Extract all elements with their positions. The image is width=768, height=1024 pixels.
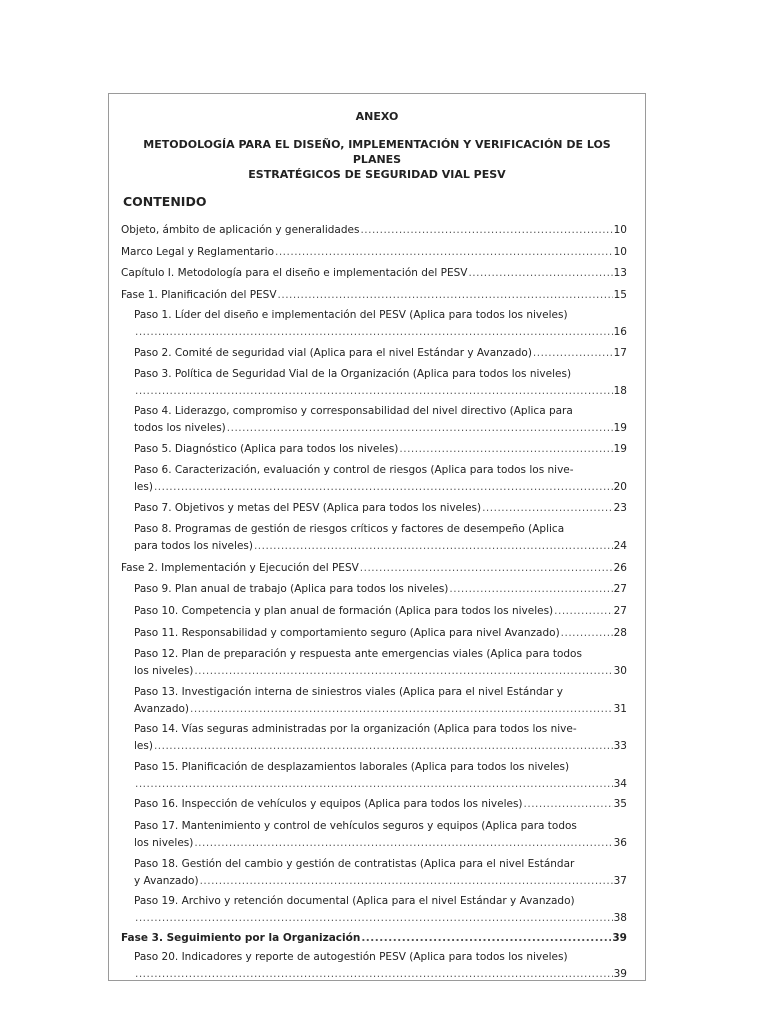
- toc-page-number: 27: [613, 583, 627, 595]
- toc-page-number: 27: [613, 605, 627, 617]
- leader-dots: [135, 966, 613, 981]
- toc-page-number: 26: [613, 562, 627, 574]
- toc-entry-text: Paso 1. Líder del diseño e implementación del PESV (Aplica para todos los niveles): [134, 309, 568, 321]
- toc-entry-text: Fase 2. Implementación y Ejecución del PESV: [121, 562, 359, 574]
- toc-entry-text-line1: Paso 17. Mantenimiento y control de vehículos seguros y equipos (Aplica para todos: [134, 820, 577, 832]
- toc-entry-objeto[interactable]: [121, 222, 627, 239]
- toc-page-number: 18: [613, 385, 627, 397]
- toc-entry-paso-8[interactable]: [134, 521, 627, 555]
- leader-dots: [554, 603, 612, 620]
- toc-page-number: 31: [613, 703, 627, 715]
- toc-entry-text: Paso 3. Política de Seguridad Vial de la Organización (Aplica para todos los niveles): [134, 368, 572, 380]
- toc-entry-paso-16[interactable]: [134, 796, 627, 813]
- toc-entry-paso-6[interactable]: [134, 462, 627, 496]
- leader-dots: [533, 345, 613, 362]
- toc-entry-paso-7[interactable]: [134, 500, 627, 517]
- leader-dots: [468, 265, 612, 282]
- leader-dots: [561, 625, 613, 642]
- leader-dots: [154, 479, 613, 496]
- toc-page-number: 20: [613, 481, 627, 493]
- anexo-heading: ANEXO: [355, 110, 399, 123]
- leader-dots: [135, 910, 613, 927]
- leader-dots: [399, 441, 612, 458]
- toc-entry-paso-10[interactable]: [134, 603, 627, 620]
- toc-entry-text-line2: y Avanzado): [134, 875, 199, 887]
- title-line-1: METODOLOGÍA PARA EL DISEÑO, IMPLEMENTACIÓN Y VERIFICACIÓN DE LOS PLANES: [143, 138, 611, 166]
- toc-entry-text-line1: Paso 14. Vías seguras administradas por la organización (Aplica para todos los nive-: [134, 723, 577, 735]
- toc-entry-text: Marco Legal y Reglamentario: [121, 246, 274, 258]
- toc-entry-text: Objeto, ámbito de aplicación y generalidades: [121, 224, 360, 236]
- toc-entry-fase-1[interactable]: [121, 287, 627, 304]
- toc-entry-text: Capítulo I. Metodología para el diseño e implementación del PESV: [121, 267, 468, 279]
- leader-dots: [227, 420, 613, 437]
- toc-page-number: 24: [613, 540, 627, 552]
- leader-dots: [360, 222, 612, 239]
- toc-entry-paso-1[interactable]: [134, 307, 627, 341]
- toc-entry-paso-4[interactable]: [134, 403, 627, 437]
- toc-entry-fase-3[interactable]: [121, 930, 627, 947]
- toc-entry-text: Paso 20. Indicadores y reporte de autogestión PESV (Aplica para todos los niveles): [134, 951, 568, 963]
- toc-page-number: 15: [613, 289, 627, 301]
- toc-entry-paso-13[interactable]: [134, 684, 627, 718]
- toc-page-number: 28: [613, 627, 627, 639]
- leader-dots: [524, 796, 613, 813]
- toc-page-number: 19: [613, 443, 627, 455]
- toc-entry-paso-5[interactable]: [134, 441, 627, 458]
- toc-page-number: 16: [613, 326, 627, 338]
- toc-page-number: 10: [613, 246, 627, 258]
- toc-entry-paso-19[interactable]: [134, 893, 627, 927]
- toc-entry-paso-9[interactable]: [134, 581, 627, 598]
- toc-page-number: 17: [613, 347, 627, 359]
- toc-entry-text: Paso 2. Comité de seguridad vial (Aplica para el nivel Estándar y Avanzado): [134, 347, 532, 359]
- contents-heading: CONTENIDO: [123, 194, 207, 209]
- leader-dots: [194, 835, 612, 852]
- toc-entry-fase-2[interactable]: [121, 560, 627, 577]
- toc-page-number: 33: [613, 740, 627, 752]
- leader-dots: [194, 663, 612, 680]
- toc-entry-paso-14[interactable]: [134, 721, 627, 755]
- toc-entry-text-line2: todos los niveles): [134, 422, 226, 434]
- toc-entry-text-line2: los niveles): [134, 837, 194, 849]
- leader-dots: [135, 383, 613, 400]
- title-line-2: ESTRATÉGICOS DE SEGURIDAD VIAL PESV: [248, 168, 506, 181]
- toc-entry-text: Fase 1. Planificación del PESV: [121, 289, 277, 301]
- leader-dots: [449, 581, 612, 598]
- toc-entry-text-line2: Avanzado): [134, 703, 190, 715]
- toc-entry-text: Paso 10. Competencia y plan anual de formación (Aplica para todos los niveles): [134, 605, 554, 617]
- toc-entry-text: Paso 15. Planificación de desplazamientos laborales (Aplica para todos los niveles): [134, 761, 570, 773]
- toc-page-number: 23: [613, 502, 627, 514]
- leader-dots: [190, 701, 613, 718]
- toc-entry-paso-3[interactable]: [134, 366, 627, 400]
- toc-page-number: 38: [613, 912, 627, 924]
- toc-page-number: 36: [613, 837, 627, 849]
- toc-entry-text: Paso 19. Archivo y retención documental (Aplica para el nivel Estándar y Avanzado): [134, 895, 575, 907]
- leader-dots: [135, 324, 613, 341]
- toc-entry-text-line2: les): [134, 740, 153, 752]
- toc-entry-text: Paso 9. Plan anual de trabajo (Aplica para todos los niveles): [134, 583, 449, 595]
- toc-entry-text-line1: Paso 18. Gestión del cambio y gestión de contratistas (Aplica para el nivel Estándar: [134, 858, 575, 870]
- leader-dots: [361, 930, 611, 947]
- toc-entry-paso-12[interactable]: [134, 646, 627, 680]
- toc-entry-paso-20[interactable]: [134, 949, 627, 981]
- toc-entry-paso-11[interactable]: [134, 625, 627, 642]
- leader-dots: [278, 287, 613, 304]
- leader-dots: [482, 500, 613, 517]
- toc-page-number: 13: [613, 267, 627, 279]
- toc-entry-text-line1: Paso 8. Programas de gestión de riesgos críticos y factores de desempeño (Aplica: [134, 523, 565, 535]
- leader-dots: [154, 738, 613, 755]
- document-page: [108, 93, 646, 981]
- toc-entry-text-line2: los niveles): [134, 665, 194, 677]
- toc-entry-paso-17[interactable]: [134, 818, 627, 852]
- toc-entry-capitulo-1[interactable]: [121, 265, 627, 282]
- toc-page-number: 19: [613, 422, 627, 434]
- toc-entry-marco-legal[interactable]: [121, 244, 627, 261]
- leader-dots: [135, 776, 613, 793]
- leader-dots: [275, 244, 613, 261]
- toc-entry-text: Paso 16. Inspección de vehículos y equipos (Aplica para todos los niveles): [134, 798, 523, 810]
- toc-page-number: 39: [613, 968, 627, 980]
- document-title: [119, 137, 635, 182]
- toc-page-number: 39: [612, 932, 627, 944]
- toc-entry-paso-15[interactable]: [134, 759, 627, 793]
- toc-page-number: 35: [613, 798, 627, 810]
- toc-entry-text-line1: Paso 6. Caracterización, evaluación y control de riesgos (Aplica para todos los nive-: [134, 464, 574, 476]
- toc-page-number: 34: [613, 778, 627, 790]
- leader-dots: [254, 538, 613, 555]
- toc-entry-text: Paso 11. Responsabilidad y comportamiento seguro (Aplica para nivel Avanzado): [134, 627, 560, 639]
- leader-dots: [200, 873, 613, 890]
- toc-entry-paso-2[interactable]: [134, 345, 627, 362]
- leader-dots: [360, 560, 613, 577]
- toc-entry-text: Paso 5. Diagnóstico (Aplica para todos los niveles): [134, 443, 399, 455]
- toc-page-number: 37: [613, 875, 627, 887]
- toc-entry-text-line1: Paso 4. Liderazgo, compromiso y corresponsabilidad del nivel directivo (Aplica para: [134, 405, 573, 417]
- toc-entry-text-line2: para todos los niveles): [134, 540, 253, 552]
- toc-entry-text: Paso 7. Objetivos y metas del PESV (Aplica para todos los niveles): [134, 502, 482, 514]
- toc-entry-text-line2: les): [134, 481, 153, 493]
- toc-page-number: 30: [613, 665, 627, 677]
- toc-page-number: 10: [613, 224, 627, 236]
- toc-entry-text: Fase 3. Seguimiento por la Organización: [121, 932, 361, 944]
- toc-entry-text-line1: Paso 13. Investigación interna de siniestros viales (Aplica para el nivel Estándar y: [134, 686, 563, 698]
- toc-entry-paso-18[interactable]: [134, 856, 627, 890]
- toc-entry-text-line1: Paso 12. Plan de preparación y respuesta ante emergencias viales (Aplica para todos: [134, 648, 582, 660]
